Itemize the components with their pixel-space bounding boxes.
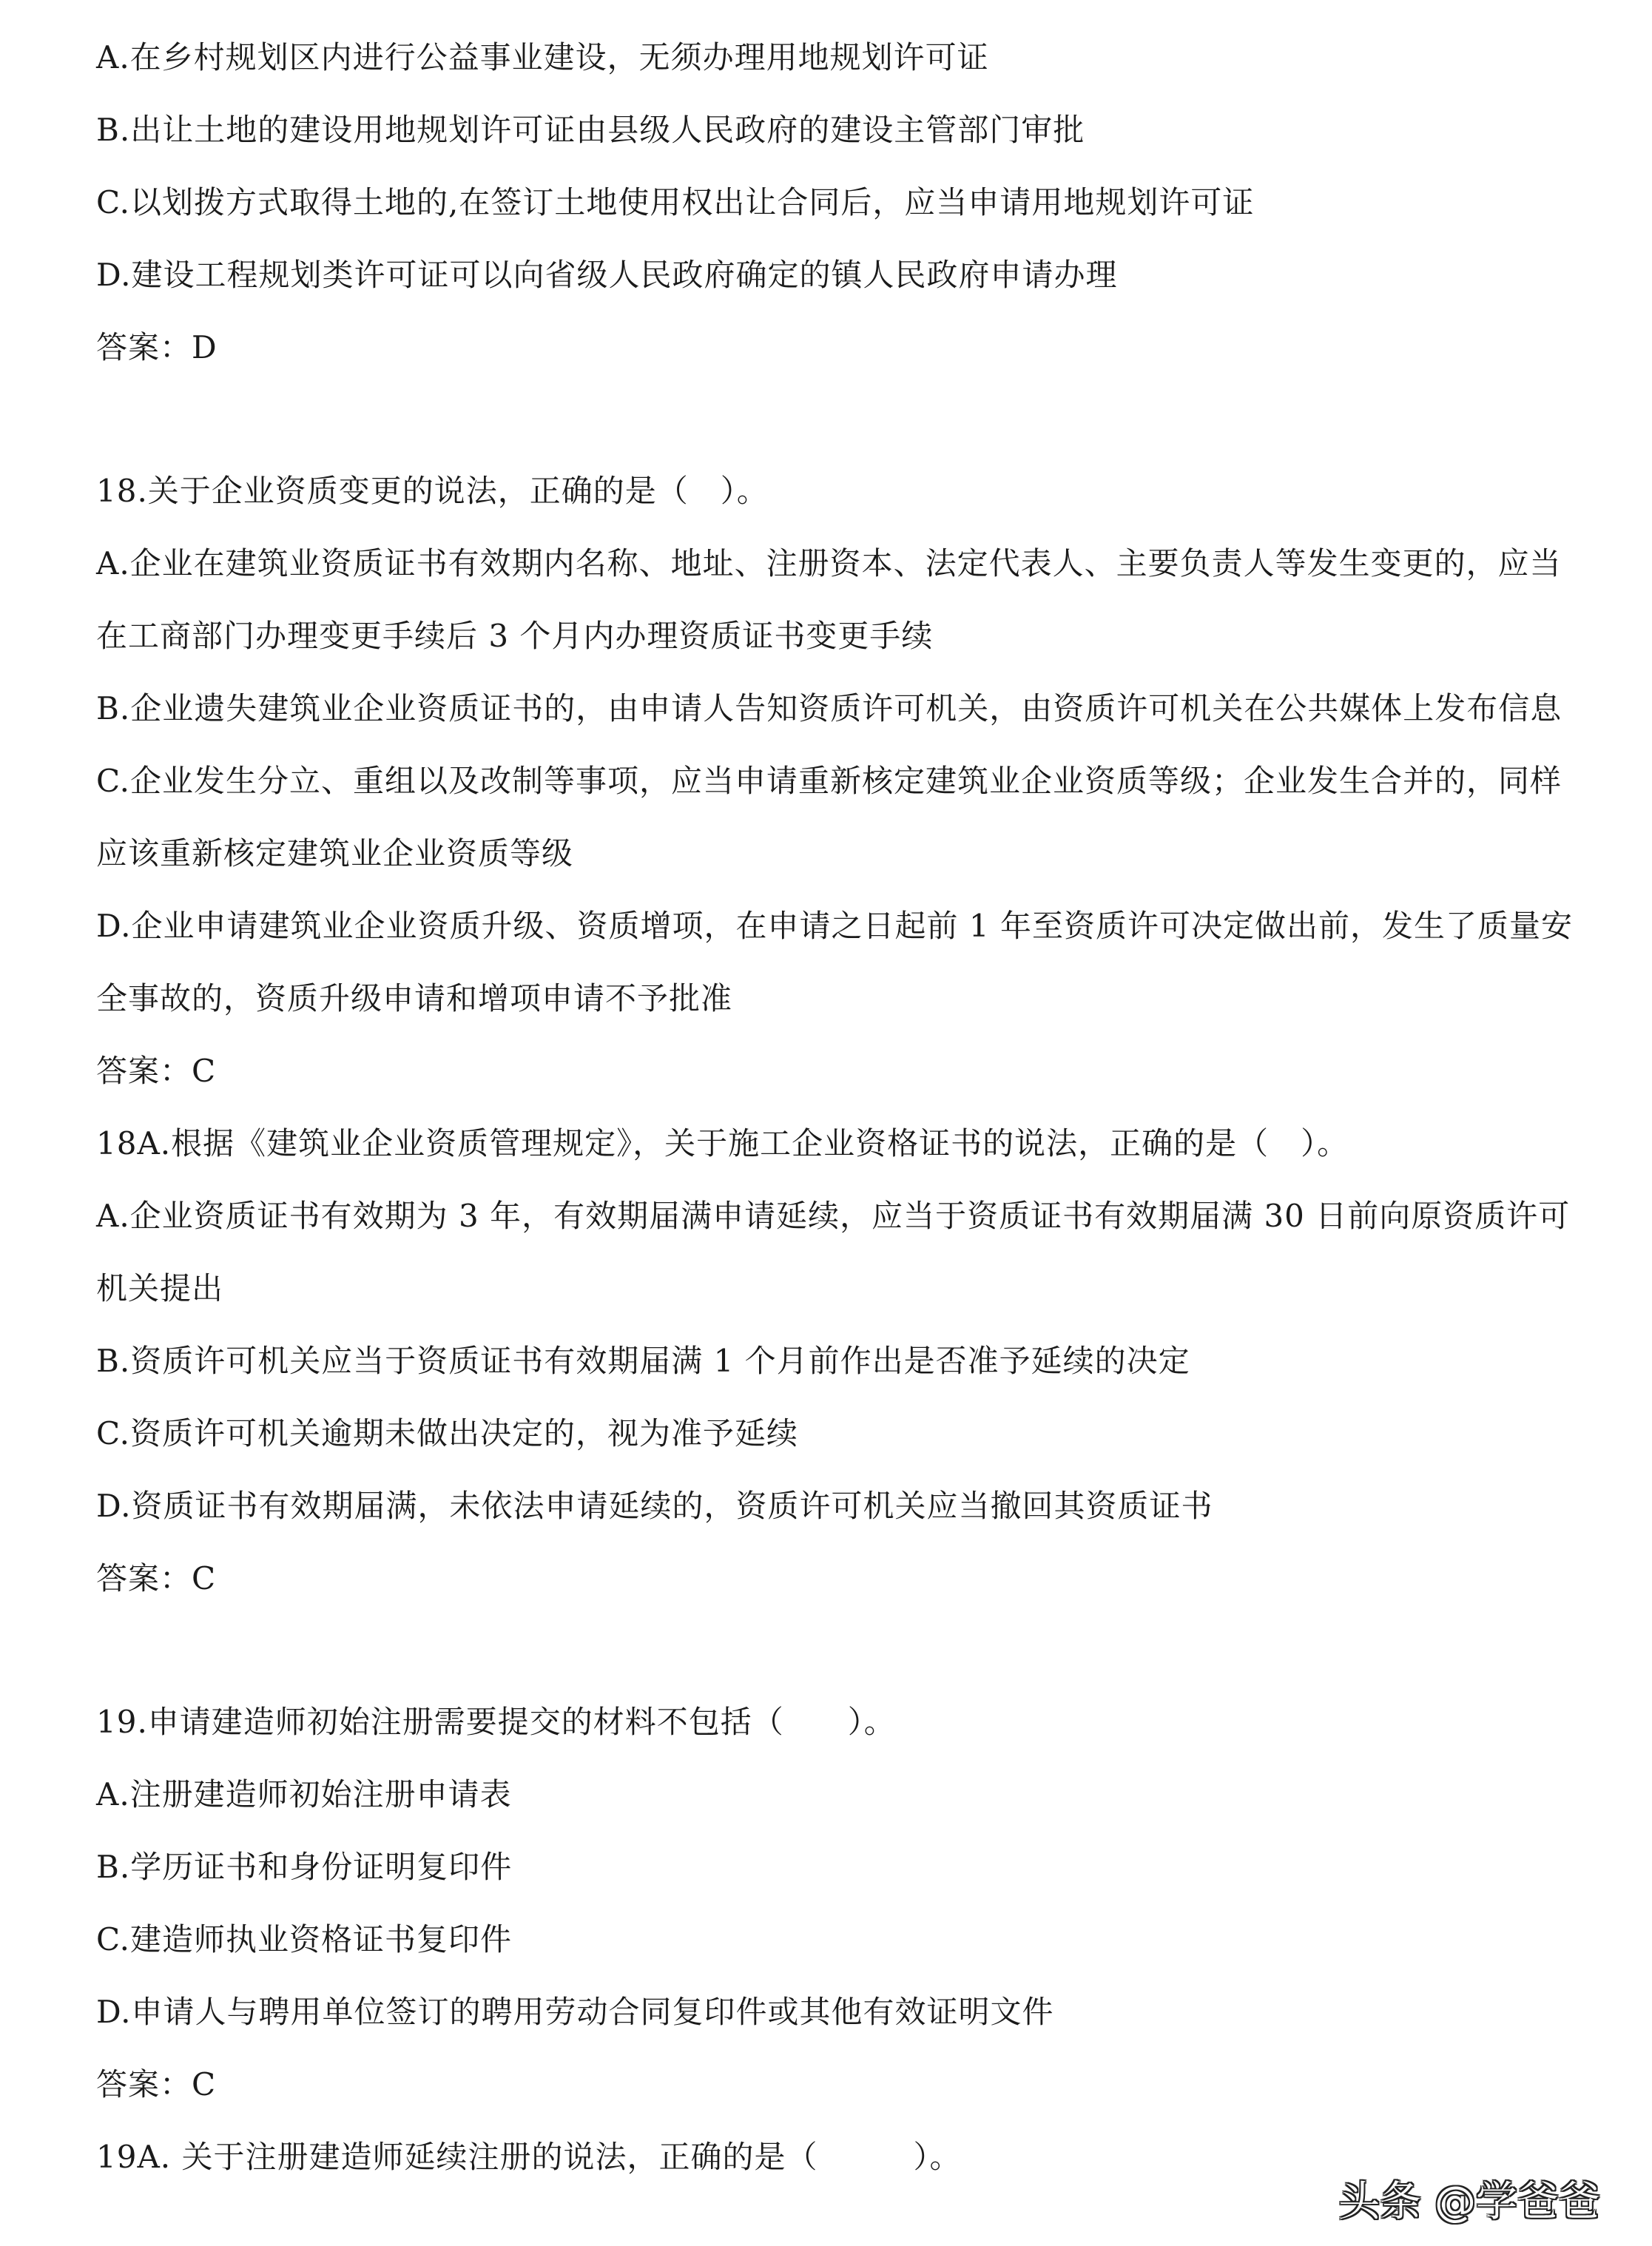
- q17-option-d: D.建设工程规划类许可证可以向省级人民政府确定的镇人民政府申请办理: [96, 257, 1118, 293]
- q18a-question: 18A.根据《建筑业企业资质管理规定》，关于施工企业资格证书的说法，正确的是（ ）。: [96, 1125, 1349, 1161]
- q19-question: 19.申请建造师初始注册需要提交的材料不包括（ ）。: [96, 1704, 896, 1740]
- watermark: 头条 @学爸爸: [1338, 2178, 1600, 2226]
- q18-option-c-cont: 应该重新核定建筑业企业资质等级: [96, 835, 574, 871]
- q19-answer: 答案：C: [96, 2066, 217, 2102]
- q17-option-a: A.在乡村规划区内进行公益事业建设，无须办理用地规划许可证: [96, 39, 989, 75]
- q18-option-b: B.企业遗失建筑业企业资质证书的，由申请人告知资质许可机关，由资质许可机关在公共媒体上发布信息: [96, 690, 1562, 726]
- q18-option-c: C.企业发生分立、重组以及改制等事项，应当申请重新核定建筑业企业资质等级；企业发生合并的，同样: [96, 763, 1562, 799]
- q18-option-d-cont: 全事故的，资质升级申请和增项申请不予批准: [96, 980, 733, 1016]
- q19a-question: 19A. 关于注册建造师延续注册的说法，正确的是（ ）。: [96, 2139, 962, 2175]
- q18-option-a: A.企业在建筑业资质证书有效期内名称、地址、注册资本、法定代表人、主要负责人等发生变更的，应当: [96, 545, 1562, 581]
- q18a-option-a: A.企业资质证书有效期为 3 年，有效期届满申请延续，应当于资质证书有效期届满 30 日前向原资质许可: [96, 1198, 1571, 1234]
- q19-option-c: C.建造师执业资格证书复印件: [96, 1921, 512, 1957]
- q18-answer: 答案：C: [96, 1053, 217, 1089]
- q17-answer: 答案：D: [96, 329, 218, 365]
- q17-option-c: C.以划拨方式取得土地的,在签订土地使用权出让合同后，应当申请用地规划许可证: [96, 184, 1255, 220]
- q18a-option-c: C.资质许可机关逾期未做出决定的，视为准予延续: [96, 1415, 798, 1451]
- q18-option-a-cont: 在工商部门办理变更手续后 3 个月内办理资质证书变更手续: [96, 618, 934, 654]
- q19-option-a: A.注册建造师初始注册申请表: [96, 1776, 512, 1812]
- q19-option-d: D.申请人与聘用单位签订的聘用劳动合同复印件或其他有效证明文件: [96, 1994, 1054, 2030]
- q18a-option-a-cont: 机关提出: [96, 1270, 224, 1306]
- q18a-answer: 答案：C: [96, 1560, 217, 1596]
- q19-option-b: B.学历证书和身份证明复印件: [96, 1849, 513, 1885]
- q18a-option-b: B.资质许可机关应当于资质证书有效期届满 1 个月前作出是否准予延续的决定: [96, 1343, 1190, 1379]
- q18-question: 18.关于企业资质变更的说法，正确的是（ ）。: [96, 473, 769, 509]
- q18a-option-d: D.资质证书有效期届满，未依法申请延续的，资质许可机关应当撤回其资质证书: [96, 1488, 1213, 1524]
- q18-option-d: D.企业申请建筑业企业资质升级、资质增项，在申请之日起前 1 年至资质许可决定做出前，发生了质量安: [96, 908, 1573, 944]
- q17-option-b: B.出让土地的建设用地规划许可证由县级人民政府的建设主管部门审批: [96, 112, 1085, 148]
